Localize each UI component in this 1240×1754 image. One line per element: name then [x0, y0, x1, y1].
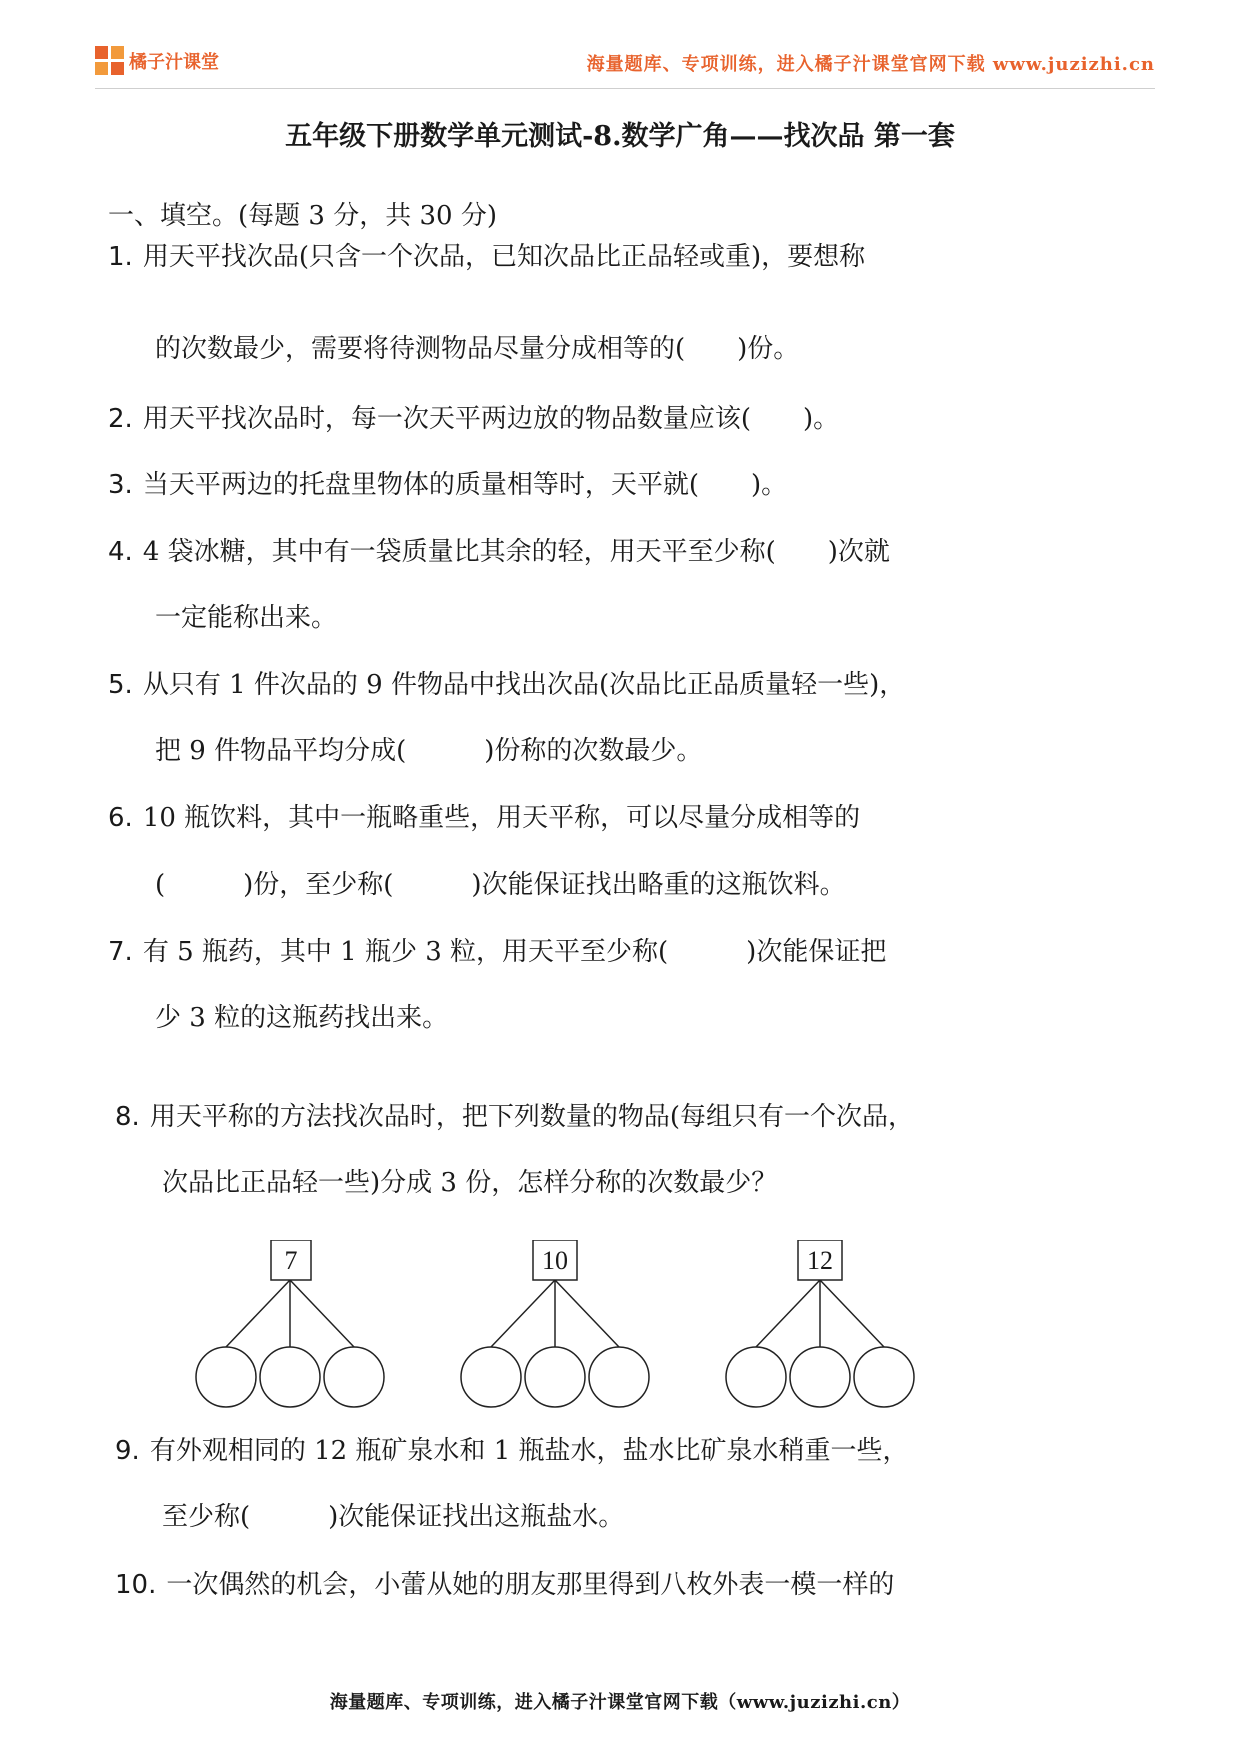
group-circle[interactable]: [324, 1347, 384, 1407]
group-circle[interactable]: [196, 1347, 256, 1407]
question-8: [115, 1102, 914, 1132]
question-number: 3.: [108, 470, 133, 500]
page-footer: 海量题库、专项训练，进入橘子汁课堂官网下载（www.juzizhi.cn）: [329, 1692, 911, 1713]
question-line: 从只有 1 件次品的 9 件物品中找出次品(次品比正品质量轻一些)，: [142, 670, 906, 700]
logo-icon: [95, 46, 125, 76]
page-header: [95, 38, 1155, 89]
question-line: 当天平两边的托盘里物体的质量相等时，天平就( )。: [142, 470, 788, 500]
question-6-line-2: ( )份，至少称( )次能保证找出略重的这瓶饮料。: [155, 870, 846, 900]
question-number: 9.: [115, 1436, 140, 1466]
question-line: 4 袋冰糖，其中有一袋质量比其余的轻，用天平至少称( )次就: [142, 537, 890, 567]
question-1: [108, 242, 865, 272]
question-number: 10.: [115, 1570, 157, 1600]
total-label: 12: [807, 1246, 833, 1275]
question-6: [108, 803, 860, 833]
document-title: 五年级下册数学单元测试-8.数学广角——找次品 第一套: [285, 121, 955, 152]
question-1-line-2: 的次数最少，需要将待测物品尽量分成相等的( )份。: [155, 334, 800, 364]
question-7: [108, 937, 886, 967]
question-line: 有外观相同的 12 瓶矿泉水和 1 瓶盐水，盐水比矿泉水稍重一些，: [149, 1436, 909, 1466]
group-circle[interactable]: [726, 1347, 786, 1407]
split-tree-12: [726, 1240, 914, 1407]
question-5: [108, 670, 905, 700]
group-circle[interactable]: [461, 1347, 521, 1407]
question-4-line-2: 一定能称出来。: [155, 603, 338, 633]
question-10: [115, 1570, 894, 1600]
question-line: 10 瓶饮料，其中一瓶略重些，用天平称，可以尽量分成相等的: [142, 803, 861, 833]
question-number: 1.: [108, 242, 133, 272]
question-number: 8.: [115, 1102, 140, 1132]
question-number: 5.: [108, 670, 133, 700]
question-number: 4.: [108, 537, 133, 567]
question-line: 用天平找次品时，每一次天平两边放的物品数量应该( )。: [142, 404, 840, 434]
question-8-line-2: 次品比正品轻一些)分成 3 份，怎样分称的次数最少？: [162, 1168, 778, 1198]
total-label: 7: [284, 1246, 298, 1275]
question-3: [108, 470, 787, 500]
header-slogan: 海量题库、专项训练，进入橘子汁课堂官网下载 www.juzizhi.cn: [586, 54, 1155, 75]
question-line: 有 5 瓶药，其中 1 瓶少 3 粒，用天平至少称( )次能保证把: [142, 937, 887, 967]
logo: [95, 46, 219, 76]
question-line: 一次偶然的机会，小蕾从她的朋友那里得到八枚外表一模一样的: [166, 1570, 895, 1600]
question-number: 6.: [108, 803, 133, 833]
section-heading: 一、填空。(每题 3 分，共 30 分): [108, 201, 497, 231]
question-9-line-2: 至少称( )次能保证找出这瓶盐水。: [162, 1502, 625, 1532]
split-tree-7: [196, 1240, 384, 1407]
group-circle[interactable]: [790, 1347, 850, 1407]
split-diagrams: [170, 1240, 940, 1410]
logo-text: 橘子汁课堂: [129, 52, 219, 73]
question-9: [115, 1436, 909, 1466]
question-7-line-2: 少 3 粒的这瓶药找出来。: [155, 1003, 449, 1033]
question-number: 2.: [108, 404, 133, 434]
split-diagram-svg: [170, 1240, 940, 1410]
question-2: [108, 404, 839, 434]
question-line: 用天平称的方法找次品时，把下列数量的物品(每组只有一个次品，: [149, 1102, 914, 1132]
question-number: 7.: [108, 937, 133, 967]
group-circle[interactable]: [260, 1347, 320, 1407]
split-tree-10: [461, 1240, 649, 1407]
group-circle[interactable]: [525, 1347, 585, 1407]
group-circle[interactable]: [589, 1347, 649, 1407]
group-circle[interactable]: [854, 1347, 914, 1407]
question-line: 用天平找次品(只含一个次品，已知次品比正品轻或重)，要想称: [142, 242, 866, 272]
question-5-line-2: 把 9 件物品平均分成( )份称的次数最少。: [155, 736, 703, 766]
total-label: 10: [542, 1246, 568, 1275]
question-4: [108, 537, 890, 567]
